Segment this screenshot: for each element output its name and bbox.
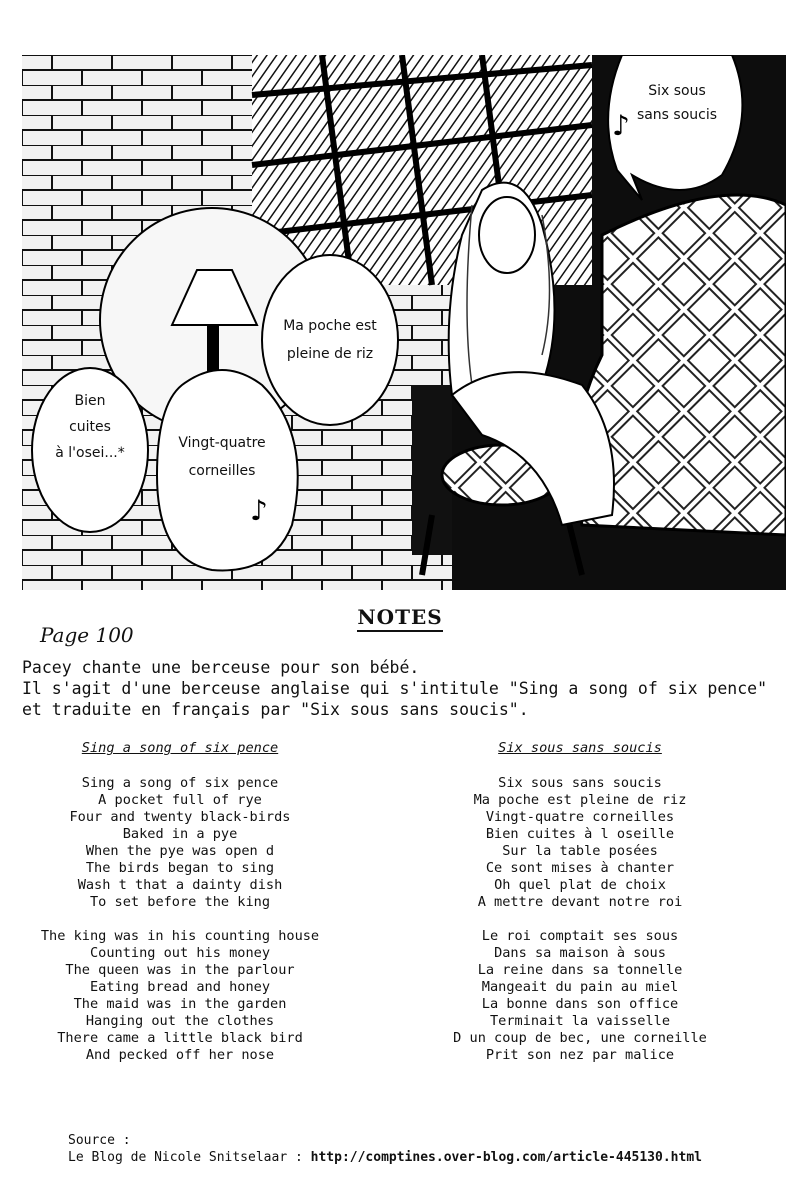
source-line [68,1149,702,1166]
lyric-line: Wash t that a dainty dish [77,877,283,893]
french-stanza-2 [400,928,760,1064]
lyric-line: Bien cuites à l oseille [485,826,675,842]
french-stanza-1 [400,775,760,911]
lyric-line: Four and twenty black-birds [69,809,291,825]
bubble-top-right-line-2: sans soucis [636,107,718,123]
bubble-left-line-2: cuites [69,419,111,435]
bubble-left-line-3: à l'osei...* [55,445,125,461]
lyric-line: Eating bread and honey [89,979,271,995]
lyric-line: The maid was in the garden [73,996,287,1012]
lyric-line: And pecked off her nose [85,1047,275,1063]
lyric-line: A pocket full of rye [98,792,262,808]
lyric-line: Ce sont mises à chanter [485,860,675,876]
lyric-line: Terminait la vaisselle [489,1013,671,1029]
lyric-line: Prit son nez par malice [485,1047,675,1063]
lyric-line: Le roi comptait ses sous [481,928,679,944]
lyric-line: The birds began to sing [85,860,275,876]
lyric-line: Dans sa maison à sous [494,945,666,961]
lyric-line: When the pye was open d [85,843,275,859]
manga-illustration [22,55,786,590]
bubble-top-right-line-1: Six sous [648,83,706,99]
english-stanza-1 [0,775,360,911]
bubble-left-line-1: Bien [74,393,106,409]
source-link[interactable]: http://comptines.over-blog.com/article-445130.html [310,1150,702,1165]
lyric-line: There came a little black bird [57,1030,303,1046]
bubble-middle-line-2: pleine de riz [286,346,374,362]
lyric-line: Counting out his money [89,945,271,961]
bubble-lower-line-2: corneilles [188,463,256,479]
lyric-line: A mettre devant notre roi [477,894,683,910]
lyric-line: Six sous sans soucis [498,775,662,791]
lyric-line: La bonne dans son office [481,996,679,1012]
lyric-line: Hanging out the clothes [85,1013,275,1029]
source-prefix: Le Blog de Nicole Snitselaar : [68,1150,311,1165]
page-reference: Page 100 [40,623,134,647]
english-lyrics [0,740,360,1081]
bubble-middle-line-1: Ma poche est [283,318,377,334]
lyric-line: Baked in a pye [122,826,238,842]
notes-title: NOTES [357,605,442,632]
english-stanza-2 [0,928,360,1064]
lyric-line: D un coup de bec, une corneille [453,1030,707,1046]
lyric-line: Oh quel plat de choix [494,877,666,893]
lyric-line: The king was in his counting house [40,928,320,944]
music-note-icon: ♪ [612,109,630,142]
bubble-middle [262,255,398,425]
music-note-icon: ♪ [250,494,268,527]
english-lyrics-title: Sing a song of six pence [81,740,279,756]
lyric-line: Sing a song of six pence [81,775,279,791]
lyric-line: To set before the king [89,894,271,910]
french-lyrics [400,740,760,1081]
lyric-line: Ma poche est pleine de riz [473,792,687,808]
lyric-line: Mangeait du pain au miel [481,979,679,995]
bubble-lower-line-1: Vingt-quatre [178,435,266,451]
source-credit [68,1132,702,1166]
lyric-line: Sur la table posées [502,843,658,859]
lyric-line: La reine dans sa tonnelle [477,962,683,978]
french-lyrics-title: Six sous sans soucis [498,740,662,756]
notes-intro: Pacey chante une berceuse pour son bébé. Il s'agit d'une berceuse anglaise qui s'intitule "Sing a song of six pence" et traduite en français par "Six sous sans soucis". [22,658,768,719]
lyric-line: Vingt-quatre corneilles [485,809,675,825]
lyric-line: The queen was in the parlour [65,962,295,978]
source-label: Source : [68,1133,131,1148]
manga-panel [22,55,786,590]
bubble-left [32,368,148,532]
